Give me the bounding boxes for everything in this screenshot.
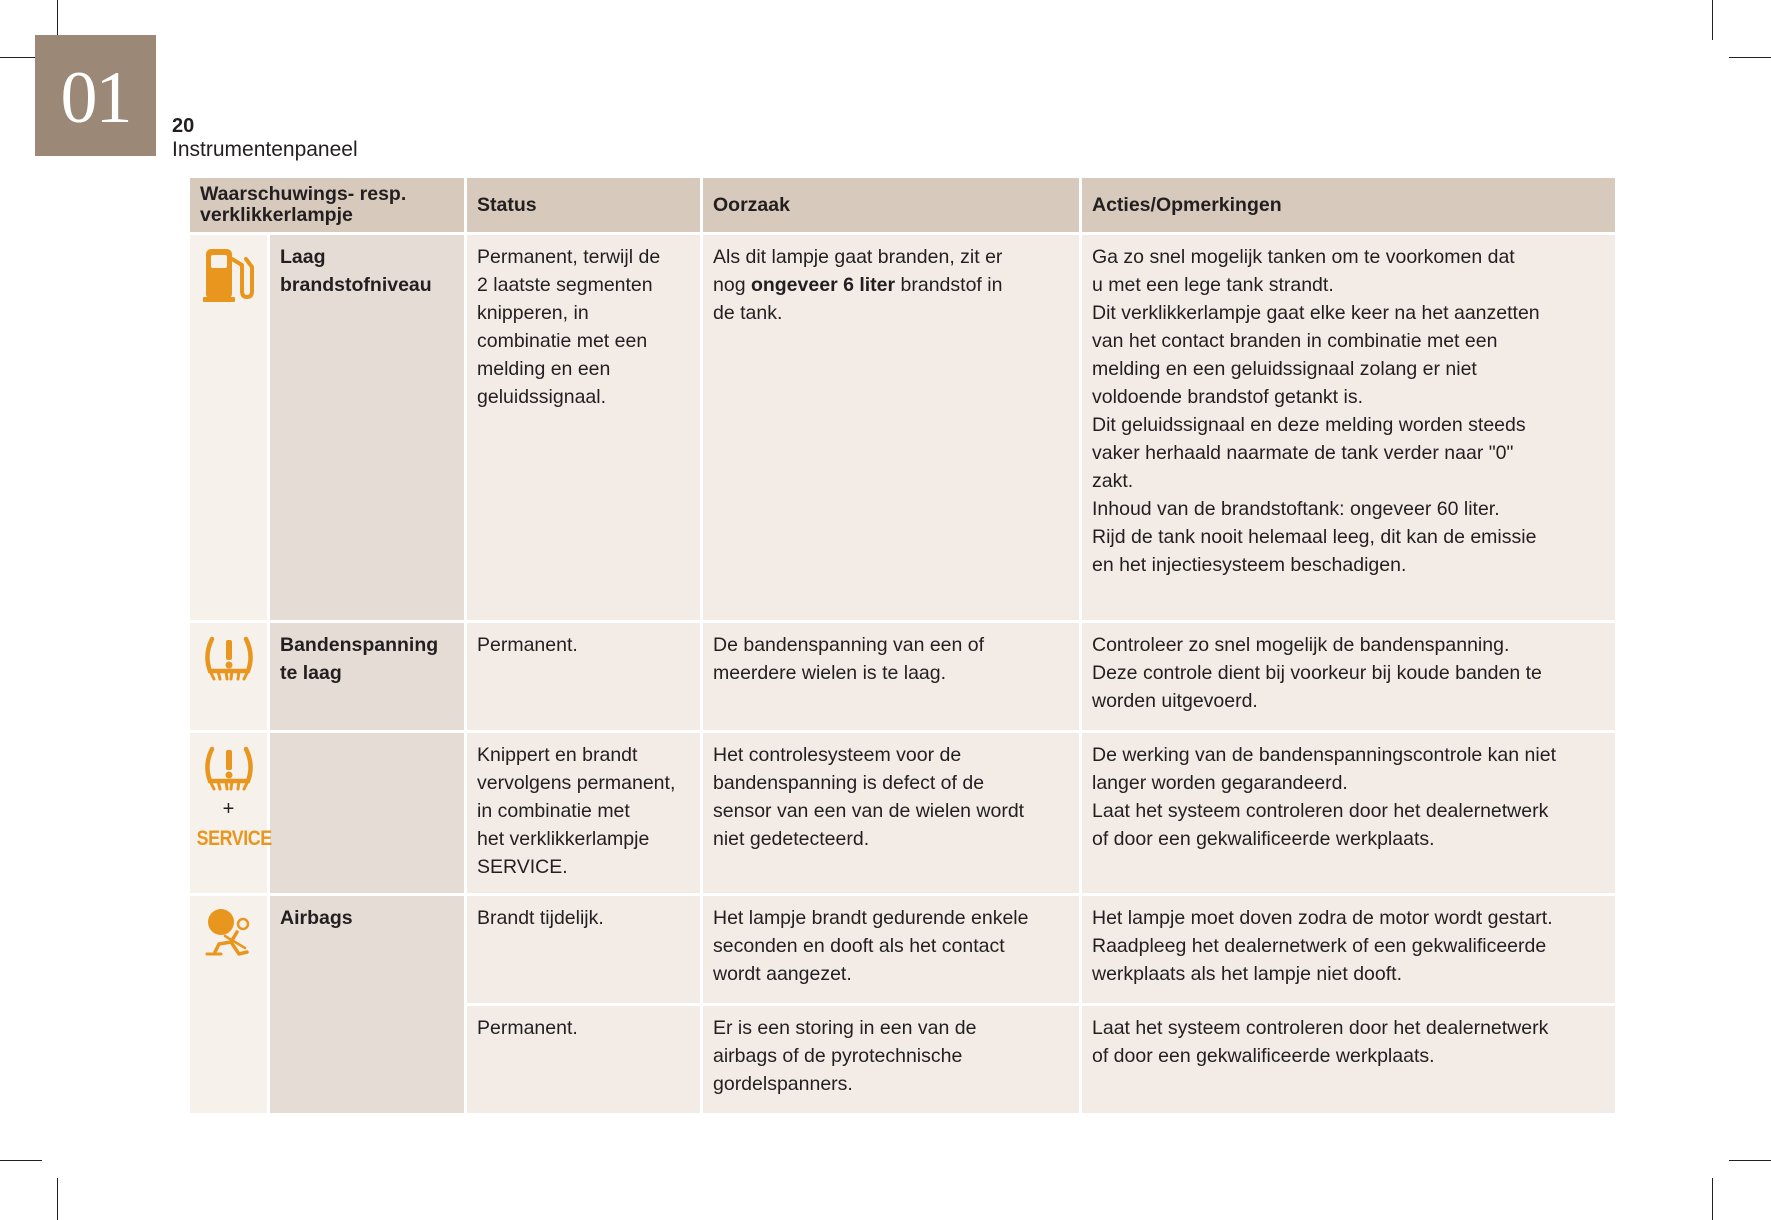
text-line: Knippert en brandt <box>477 744 638 766</box>
text-line: Het lampje brandt gedurende enkele <box>713 907 1029 929</box>
text-line: sensor van een van de wielen wordt <box>713 800 1025 822</box>
text-line: De bandenspanning van een of <box>713 634 985 656</box>
text-line: airbags of de pyrotechnische <box>713 1045 963 1067</box>
text-line: van het contact branden in combinatie met een <box>1092 330 1498 352</box>
lamp-name <box>269 732 466 895</box>
section-title: Instrumentenpaneel <box>172 138 358 161</box>
action-cell <box>1081 234 1617 622</box>
status-cell <box>466 234 702 622</box>
lamp-name-line: brandstofniveau <box>280 274 432 296</box>
text-line: Permanent, terwijl de <box>477 246 661 268</box>
text-line: gordelspanners. <box>713 1073 853 1095</box>
crop-mark <box>0 1160 42 1161</box>
tyre-pressure-icon <box>202 633 256 685</box>
lamp-name-line: Bandenspanning <box>280 634 439 656</box>
text-line: Permanent. <box>477 634 578 656</box>
table-header-row <box>189 177 1617 234</box>
warning-lamps-table <box>187 175 1618 1116</box>
text-line: Raadpleeg het dealernetwerk of een gekwalificeerde <box>1092 935 1547 957</box>
cause-cell <box>702 895 1081 1005</box>
text-line: Brandt tijdelijk. <box>477 907 604 929</box>
text-line: Laat het systeem controleren door het dealernetwerk <box>1092 1017 1549 1039</box>
header-status: Status <box>466 177 702 234</box>
action-cell <box>1081 622 1617 732</box>
lamp-name-line: te laag <box>280 662 342 684</box>
text-line: Dit geluidssignaal en deze melding worden steeds <box>1092 414 1526 436</box>
service-icon: SERVICE <box>196 827 272 850</box>
plus-sign: + <box>222 798 235 820</box>
table-row <box>189 622 1617 732</box>
icon-cell <box>189 234 269 622</box>
text-line: Er is een storing in een van de <box>713 1017 977 1039</box>
text-line: voldoende brandstof getankt is. <box>1092 386 1364 408</box>
crop-mark <box>1712 0 1713 40</box>
table-row <box>189 895 1617 1005</box>
crop-mark <box>1729 57 1771 58</box>
status-cell <box>466 622 702 732</box>
action-cell <box>1081 1005 1617 1115</box>
tyre-pressure-icon <box>202 743 256 795</box>
airbag-icon <box>201 906 257 960</box>
icon-cell <box>189 622 269 732</box>
cause-cell <box>702 1005 1081 1115</box>
text-line: seconden en dooft als het contact <box>713 935 1005 957</box>
table-row <box>189 234 1617 622</box>
status-cell <box>466 732 702 895</box>
text-line: of door een gekwalificeerde werkplaats. <box>1092 1045 1435 1067</box>
header-cause: Oorzaak <box>702 177 1081 234</box>
text-line: werkplaats als het lampje niet dooft. <box>1092 963 1403 985</box>
lamp-name-line: Airbags <box>280 907 353 929</box>
icon-cell <box>189 895 269 1115</box>
text-line: Dit verklikkerlampje gaat elke keer na het aanzetten <box>1092 302 1540 324</box>
text-line: langer worden gegarandeerd. <box>1092 772 1348 794</box>
page-number: 20 <box>172 115 195 137</box>
text-line: Laat het systeem controleren door het dealernetwerk <box>1092 800 1549 822</box>
text-line: de tank. <box>713 302 783 324</box>
lamp-name <box>269 622 466 732</box>
text-span: brandstof in <box>895 274 1003 296</box>
text-line: knipperen, in <box>477 302 589 324</box>
text-line: het verklikkerlampje <box>477 828 650 850</box>
text-line: meerdere wielen is te laag. <box>713 662 947 684</box>
lamp-name <box>269 895 466 1115</box>
text-line: en het injectiesysteem beschadigen. <box>1092 554 1407 576</box>
chapter-number: 01 <box>60 56 131 139</box>
text-line: vervolgens permanent, <box>477 772 676 794</box>
text-line: Inhoud van de brandstoftank: ongeveer 60 liter. <box>1092 498 1500 520</box>
action-cell <box>1081 732 1617 895</box>
text-line: vaker herhaald naarmate de tank verder naar "0" <box>1092 442 1514 464</box>
crop-mark <box>57 1178 58 1220</box>
status-cell <box>466 895 702 1005</box>
text-line <box>713 271 1069 299</box>
text-line: Rijd de tank nooit helemaal leeg, dit kan de emissie <box>1092 526 1537 548</box>
text-line: Controleer zo snel mogelijk de bandenspanning. <box>1092 634 1510 656</box>
lamp-name-line: Laag <box>280 246 326 268</box>
text-line: Het lampje moet doven zodra de motor wordt gestart. <box>1092 907 1553 929</box>
header-lamp: Waarschuwings- resp. verklikkerlampje <box>189 177 466 234</box>
action-cell <box>1081 895 1617 1005</box>
crop-mark <box>1729 1160 1771 1161</box>
text-line: niet gedetecteerd. <box>713 828 870 850</box>
crop-mark <box>57 0 58 40</box>
cause-cell <box>702 234 1081 622</box>
text-line: SERVICE. <box>477 856 568 878</box>
text-line: geluidssignaal. <box>477 386 607 408</box>
text-span: nog <box>713 274 751 296</box>
cause-cell <box>702 622 1081 732</box>
cause-cell <box>702 732 1081 895</box>
text-line: Permanent. <box>477 1017 578 1039</box>
table-row <box>189 732 1617 895</box>
emphasis-text: ongeveer 6 liter <box>750 274 896 296</box>
text-line: De werking van de bandenspanningscontrole kan niet <box>1092 744 1556 766</box>
text-line: Ga zo snel mogelijk tanken om te voorkomen dat <box>1092 246 1515 268</box>
crop-mark <box>1712 1178 1713 1220</box>
text-line: worden uitgevoerd. <box>1092 690 1258 712</box>
text-line: bandenspanning is defect of de <box>713 772 985 794</box>
text-line: melding en een <box>477 358 611 380</box>
text-line: Deze controle dient bij voorkeur bij koude banden te <box>1092 662 1542 684</box>
text-line: in combinatie met <box>477 800 630 822</box>
text-line: combinatie met een <box>477 330 648 352</box>
lamp-name <box>269 234 466 622</box>
text-line: Als dit lampje gaat branden, zit er <box>713 246 1003 268</box>
status-cell <box>466 1005 702 1115</box>
icon-cell <box>189 732 272 895</box>
text-line: of door een gekwalificeerde werkplaats. <box>1092 828 1435 850</box>
text-line: wordt aangezet. <box>713 963 852 985</box>
header-actions: Acties/Opmerkingen <box>1081 177 1617 234</box>
fuel-pump-icon <box>202 245 256 303</box>
text-line: 2 laatste segmenten <box>477 274 653 296</box>
chapter-badge <box>35 35 156 156</box>
text-line: Het controlesysteem voor de <box>713 744 962 766</box>
text-line: zakt. <box>1092 470 1134 492</box>
text-line: melding en een geluidssignaal zolang er niet <box>1092 358 1477 380</box>
text-line: u met een lege tank strandt. <box>1092 274 1334 296</box>
